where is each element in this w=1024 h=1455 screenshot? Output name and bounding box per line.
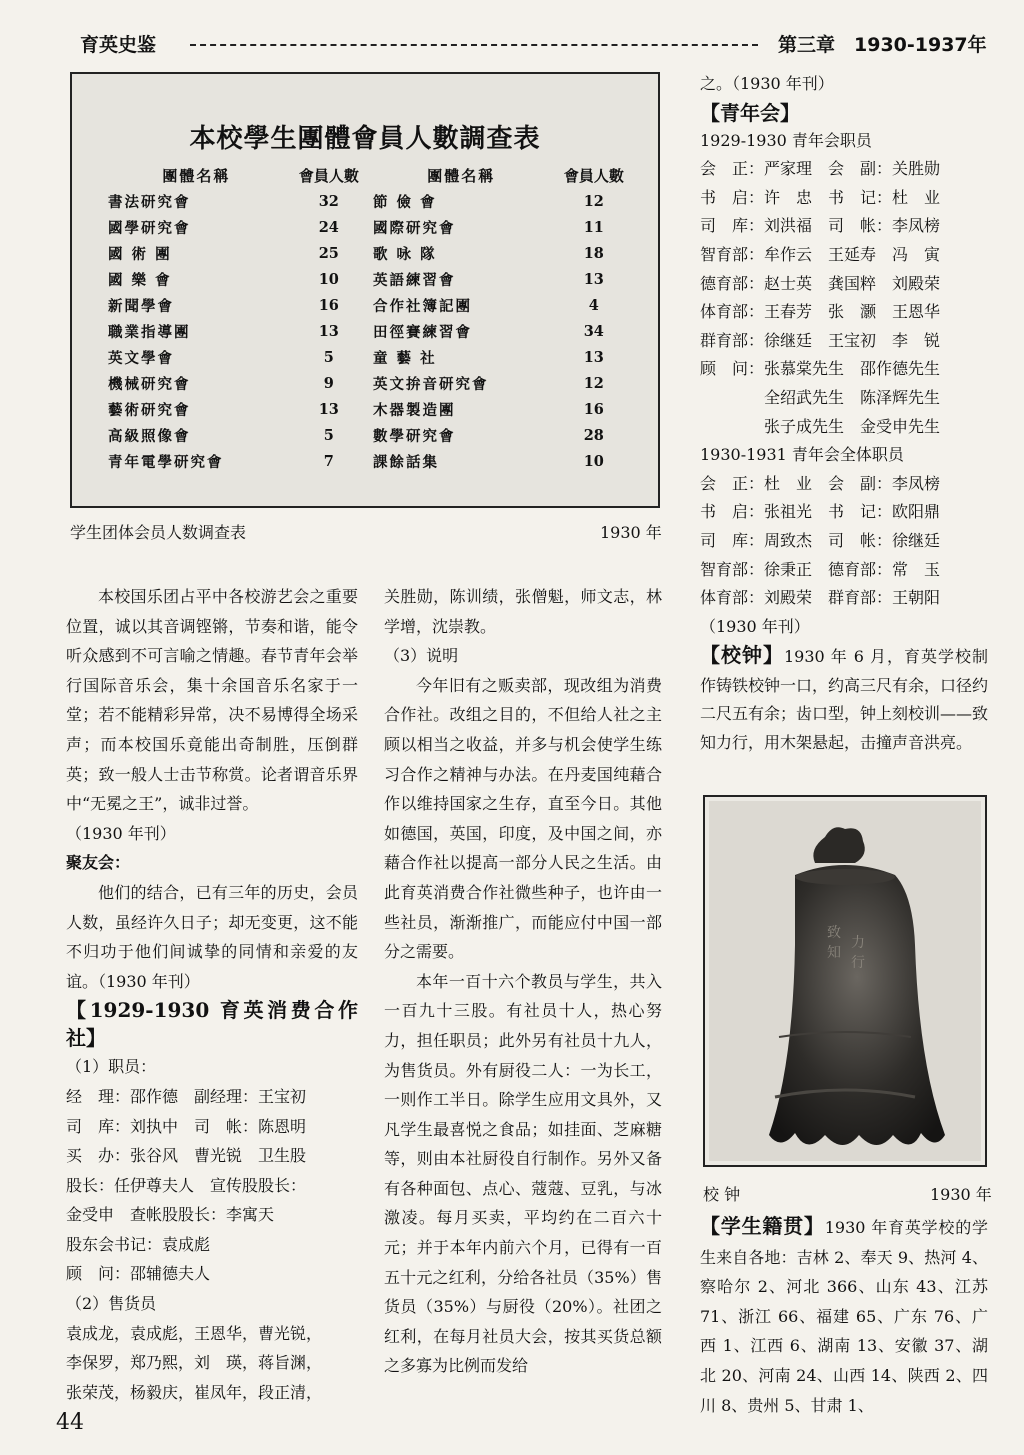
group-name-cell: 高級照像會 xyxy=(108,427,191,445)
svg-text:致: 致 xyxy=(827,925,841,941)
paragraph-coop-purpose: 今年旧有之贩卖部，现改组为消费合作社。改组之目的，不但给人社之主顾以相当之收益，并多与机会使学生练习合作之精神与办法。在丹麦国纯藉合作以维持国家之生存，直至今日。其他如德国，英国，印度，及中国之间，亦藉合作社以提高一部分人民之生活。由此育英消费合作社微些种子，也许由一些社员，渐渐推广，而能应付中国一部分之需要。 xyxy=(384,675,662,962)
member-count-cell: 11 xyxy=(583,218,604,236)
group-name-cell: 機械研究會 xyxy=(108,375,191,393)
paragraph-coop-members: 本年一百十六个教员与学生，共入一百九十三股。有社员十人，热心努力，担任职员；此外另有社员十九人，为售货员。外有厨役二人：一为长工，一则作工半日。除学生应用文具外，又凡学生最喜悦之食品；如挂面、芝麻糖等，则由本社厨役自行制作。另外又备有各种面包、点心、蔻蔻、豆乳，与冰激凌。每月买卖，平均约在二百六十元；并于本年内前六个月，已得有一百五十元之红利，分给各社员（35%）售货员（35%）与厨役（20%）。社团之红利，在每月社员大会，按其买货总额之多寡为比例而发给 xyxy=(384,971,662,1376)
officer-line: 智育部：徐秉正 德育部：常 玉 xyxy=(700,559,941,579)
section-heading-origin: 【学生籍贯】 xyxy=(700,1214,825,1238)
officer-line: 书 启：张祖光 书 记：欧阳鼎 xyxy=(700,502,941,522)
member-count-cell: 10 xyxy=(318,270,339,288)
sales-label: （2）售货员 xyxy=(66,1294,157,1314)
table-row xyxy=(108,214,638,240)
officer-line: 智育部：牟作云 王延寿 冯 寅 xyxy=(700,244,941,264)
group-name-cell: 歌 咏 隊 xyxy=(372,245,437,263)
col-header-count: 會員人數 xyxy=(563,166,624,185)
group-name-cell: 課餘話集 xyxy=(372,453,439,471)
group-name-cell: 新聞學會 xyxy=(108,297,174,315)
group-name-cell: 國際研究會 xyxy=(372,219,456,237)
officer-line: 顾 问：张慕棠先生 邵作德先生 xyxy=(700,359,941,379)
group-name-cell: 藝術研究會 xyxy=(108,401,191,419)
member-count-cell: 12 xyxy=(583,192,604,210)
staff-line: 股长：任伊尊夫人 宣传股股长： xyxy=(66,1175,307,1195)
paragraph-bell: 1930 年 6 月，育英学校制作铸铁校钟一口，约高三尺有余，口径约二尺五有余；齿口型，钟上刻校训——致知力行，用木架悬起，击撞声音洪亮。 xyxy=(700,647,989,753)
sales-list xyxy=(66,1319,358,1408)
staff-list xyxy=(66,1082,358,1289)
group-name-cell: 書法研究會 xyxy=(108,193,191,211)
member-count-cell: 32 xyxy=(318,192,339,210)
table-caption: 学生团体会员人数调查表 xyxy=(70,523,247,542)
officer-line: 全绍武先生 陈泽辉先生 xyxy=(700,387,941,407)
bell-caption-year: 1930 年 xyxy=(930,1185,992,1204)
member-count-cell: 5 xyxy=(323,426,334,444)
origin-section xyxy=(700,1212,988,1420)
survey-table-image xyxy=(70,72,660,508)
officer-line: 体育部：刘殿荣 群育部：王朝阳 xyxy=(700,588,941,608)
group-name-cell: 國學研究會 xyxy=(108,219,191,237)
svg-text:行: 行 xyxy=(851,955,865,971)
running-header-left: 育英史鉴 xyxy=(80,34,157,56)
continued-text: 之。（1930 年刊） xyxy=(700,74,834,93)
group-name-cell: 英語練習會 xyxy=(372,271,456,289)
column-right xyxy=(700,70,988,758)
group-name-cell: 節 儉 會 xyxy=(372,193,437,211)
table-row xyxy=(108,396,638,422)
officer-line: 司 库：刘洪福 司 帐：李凤榜 xyxy=(700,216,941,236)
svg-text:知: 知 xyxy=(827,945,841,961)
sales-line: 袁成龙，袁成彪，王恩华，曹光锐， xyxy=(66,1323,323,1343)
table-row xyxy=(108,240,638,266)
member-count-cell: 16 xyxy=(583,400,604,418)
member-count-cell: 10 xyxy=(583,452,604,470)
member-count-cell: 13 xyxy=(583,270,604,288)
sales-continued: 关胜勋，陈训绩，张僧魁，师文志，林学增，沈崇教。 xyxy=(384,587,662,636)
officer-line: 德育部：赵士英 龚国粹 刘殿荣 xyxy=(700,273,941,293)
col-header-count: 會員人數 xyxy=(298,166,359,185)
member-count-cell: 13 xyxy=(318,400,339,418)
staff-line: 顾 问：邵辅德夫人 xyxy=(66,1264,211,1284)
member-count-cell: 28 xyxy=(583,426,604,444)
group-name-cell: 職業指導團 xyxy=(108,323,191,341)
survey-table-header-row xyxy=(108,162,638,188)
column-middle xyxy=(384,582,662,1381)
officer-line: 群育部：徐继廷 王宝初 李 锐 xyxy=(700,330,941,350)
bell-photo xyxy=(703,795,987,1167)
officer-line: 会 正：杜 业 会 副：李凤榜 xyxy=(700,473,941,493)
group-name-cell: 田徑賽練習會 xyxy=(372,323,472,341)
group-name-cell: 英文拚音研究會 xyxy=(372,375,489,393)
member-count-cell: 13 xyxy=(318,322,339,340)
staff-line: 买 办：张谷风 曹光锐 卫生股 xyxy=(66,1146,307,1166)
table-row xyxy=(108,422,638,448)
table-row xyxy=(108,188,638,214)
member-count-cell: 9 xyxy=(323,374,334,392)
officer-line: 会 正：严家理 会 副：关胜勋 xyxy=(700,159,941,179)
column-left xyxy=(66,582,358,1407)
sales-line: 李保罗，郑乃熙，刘 瑛，蒋旨渊， xyxy=(66,1353,323,1373)
note-label: （3）说明 xyxy=(384,646,459,666)
table-row xyxy=(108,370,638,396)
page-number: 44 xyxy=(56,1410,84,1435)
youth-1930-title: 1930-1931 青年会全体职员 xyxy=(700,445,904,465)
youth-1929-title: 1929-1930 青年会职员 xyxy=(700,130,872,150)
member-count-cell: 34 xyxy=(583,322,604,340)
table-row xyxy=(108,292,638,318)
paragraph-music: 本校国乐团占平中各校游艺会之重要位置，诚以其音调铿锵，节奏和谐，能令听众感到不可言喻之情趣。春节青年会举行国际音乐会，集十余国音乐名家于一堂；若不能精彩异常，决不易博得全场采声；而本校国乐竟能出奇制胜，压倒群英；致一般人士击节称赏。论者谓音乐界中“无冕之王”，诚非过誉。 xyxy=(66,587,358,814)
col-header-name: 團體名稱 xyxy=(162,166,231,185)
section-heading-youth: 【青年会】 xyxy=(700,100,800,125)
staff-line: 金受申 查帐股股长：李寓天 xyxy=(66,1205,275,1225)
section-heading-bell: 【校钟】 xyxy=(700,643,784,668)
paragraph-origin: 1930 年育英学校的学生来自各地：吉林 2、奉天 9、热河 4、察哈尔 2、河北 366、山东 43、江苏 71、浙江 66、福建 65、广东 76、广西 1、江西 6、湖南 13、安徽 37、湖北 20、河南 24、山西 14、陕西 2、四川 8、贵州 5、甘肃 1、 xyxy=(700,1218,988,1415)
staff-label: （1）职员： xyxy=(66,1057,157,1077)
member-count-cell: 25 xyxy=(318,244,339,262)
running-header-right: 第三章 1930-1937年 xyxy=(778,34,987,56)
group-name-cell: 英文學會 xyxy=(108,349,174,367)
member-count-cell: 4 xyxy=(588,296,599,314)
staff-line: 司 库：刘执中 司 帐：陈恩明 xyxy=(66,1116,307,1136)
source-note: （1930 年刊） xyxy=(700,616,810,636)
group-name-cell: 合作社簿記團 xyxy=(372,297,472,315)
staff-line: 股东会书记：袁成彪 xyxy=(66,1234,211,1254)
survey-table xyxy=(108,162,638,474)
section-heading-coop: 【1929-1930 育英消费合作社】 xyxy=(66,998,358,1051)
member-count-cell: 12 xyxy=(583,374,604,392)
group-name-cell: 青年電學研究會 xyxy=(108,453,224,471)
member-count-cell: 13 xyxy=(583,348,604,366)
col-header-name: 團體名稱 xyxy=(427,166,496,185)
source-note: （1930 年刊） xyxy=(66,823,176,843)
table-row xyxy=(108,344,638,370)
table-row xyxy=(108,318,638,344)
sales-line: 张荣茂，杨毅庆，崔凤年，段正清， xyxy=(66,1382,323,1402)
officer-line: 体育部：王春芳 张 灏 王恩华 xyxy=(700,302,941,322)
member-count-cell: 18 xyxy=(583,244,604,262)
table-row xyxy=(108,448,638,474)
member-count-cell: 16 xyxy=(318,296,339,314)
member-count-cell: 7 xyxy=(323,452,334,470)
group-name-cell: 童 藝 社 xyxy=(372,349,437,367)
table-caption-year: 1930 年 xyxy=(600,523,662,542)
paragraph-friends: 他们的结合，已有三年的历史，会员人数，虽经许久日子；却无变更，这不能不归功于他们间诚挚的同情和亲爱的友谊。（1930 年刊） xyxy=(66,882,358,991)
group-name-cell: 國 術 團 xyxy=(108,245,172,263)
bell-icon xyxy=(705,797,985,1165)
officer-line: 张子成先生 金受申先生 xyxy=(700,416,941,436)
table-row xyxy=(108,266,638,292)
youth-1929-list xyxy=(700,155,988,441)
section-label-friends: 聚友会： xyxy=(66,853,131,873)
group-name-cell: 國 樂 會 xyxy=(108,271,172,289)
svg-text:力: 力 xyxy=(851,935,865,951)
staff-line: 经 理：邵作德 副经理：王宝初 xyxy=(66,1086,307,1106)
member-count-cell: 5 xyxy=(323,348,334,366)
youth-1930-list xyxy=(700,470,988,613)
officer-line: 书 启：许 忠 书 记：杜 业 xyxy=(700,187,941,207)
bell-caption: 校 钟 xyxy=(703,1185,741,1204)
member-count-cell: 24 xyxy=(318,218,339,236)
header-divider xyxy=(190,44,758,46)
officer-line: 司 库：周致杰 司 帐：徐继廷 xyxy=(700,530,941,550)
group-name-cell: 數學研究會 xyxy=(372,427,456,445)
group-name-cell: 木器製造團 xyxy=(372,401,456,419)
survey-table-title: 本校學生團體會員人數調查表 xyxy=(189,124,541,154)
